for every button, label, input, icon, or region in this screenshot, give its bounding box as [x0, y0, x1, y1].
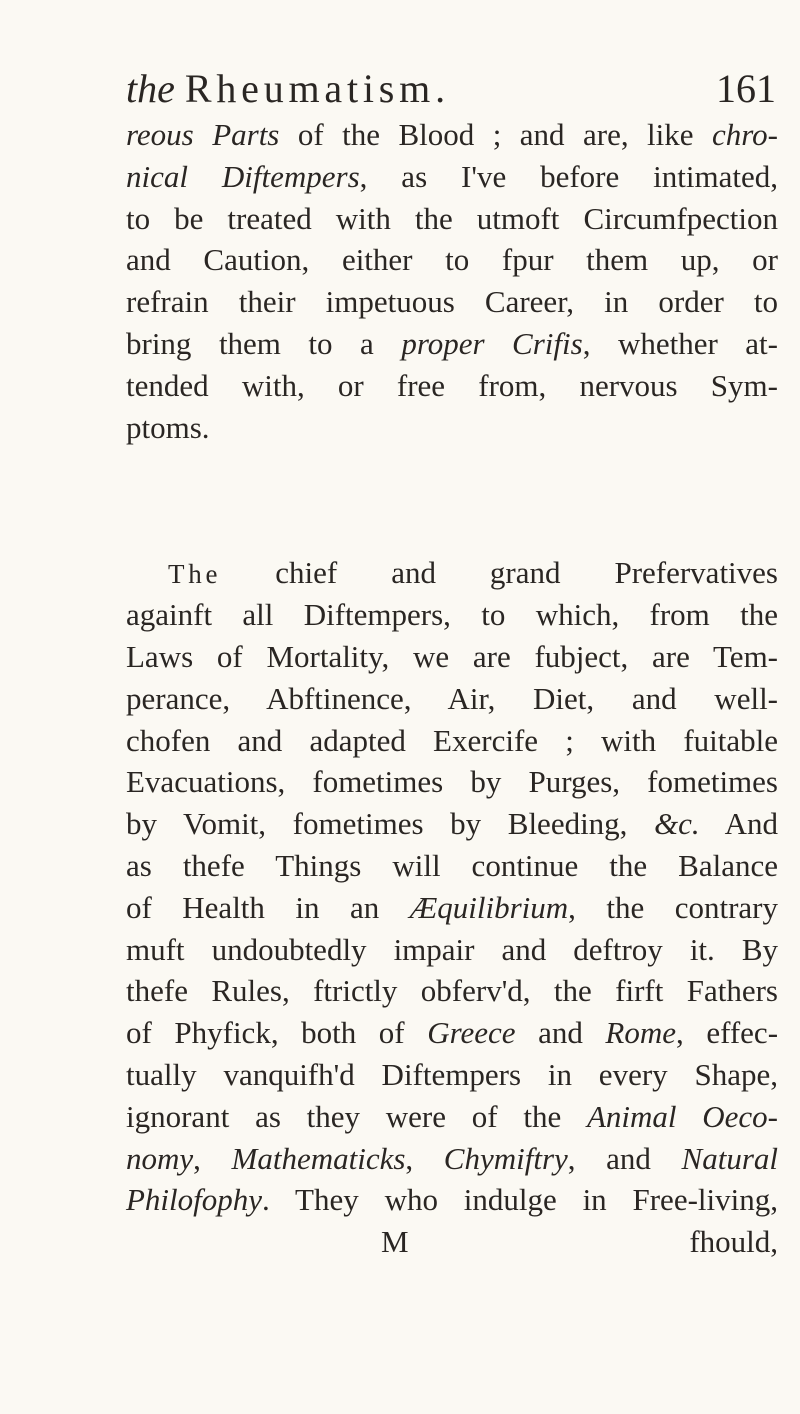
text-line — [126, 887, 778, 929]
italic-text: Æquilibrium — [409, 889, 569, 925]
italic-text: &c. — [654, 806, 700, 842]
text-line — [126, 803, 778, 845]
italic-text: nical Diftempers — [126, 158, 360, 194]
text-segment: And — [699, 806, 778, 842]
footer-line — [126, 1221, 778, 1263]
text-segment: by Vomit, fometimes by Bleeding, — [126, 806, 655, 842]
italic-text: Animal Oeco- — [586, 1098, 779, 1134]
text-segment: The — [168, 559, 222, 590]
text-segment: ptoms. — [126, 409, 210, 445]
text-line — [126, 970, 778, 1012]
text-segment: chief and grand Prefervatives — [221, 555, 778, 591]
text-line — [126, 594, 778, 636]
text-segment: Laws of Mortality, we are fubject, are Tem- — [126, 638, 778, 674]
text-line — [126, 1179, 778, 1221]
text-line — [126, 323, 778, 365]
text-line — [126, 114, 778, 156]
text-line — [126, 929, 778, 971]
text-line — [126, 845, 778, 887]
italic-text: Chymiftry — [443, 1140, 568, 1176]
text-segment: bring them to a — [126, 325, 402, 361]
text-segment: tually vanquifh'd Diftempers in every Shape, — [126, 1056, 778, 1092]
italic-text: nomy — [126, 1140, 194, 1176]
text-segment: Evacuations, fometimes by Purges, fometimes — [126, 764, 778, 800]
text-segment: . They who indulge in Free-living, — [262, 1182, 778, 1218]
text-line — [126, 1012, 778, 1054]
italic-text: Greece — [427, 1015, 516, 1051]
text-line — [126, 1138, 778, 1180]
text-segment: , whether at- — [582, 325, 778, 361]
text-line — [126, 239, 778, 281]
text-line — [126, 365, 778, 407]
italic-text: chro- — [712, 117, 778, 152]
text-line — [126, 198, 778, 240]
text-segment: perance, Abftinence, Air, Diet, and well- — [126, 680, 778, 716]
text-segment: as thefe Things will continue the Balance — [126, 847, 778, 883]
text-line — [126, 407, 778, 449]
text-segment: of Phyfick, both of — [126, 1015, 428, 1051]
italic-text: proper Crifis — [401, 325, 583, 361]
italic-text: Natural — [681, 1140, 779, 1176]
signature-mark: M — [381, 1224, 409, 1260]
text-segment: , the contrary — [568, 889, 779, 925]
text-segment: , as I've before intimated, — [359, 158, 778, 194]
text-segment: of Health in an — [126, 889, 410, 925]
text-segment: , and — [567, 1140, 682, 1176]
text-segment: , effec- — [676, 1015, 779, 1051]
page-body — [126, 114, 778, 1263]
text-line — [126, 678, 778, 720]
paragraph — [126, 114, 778, 448]
paragraph — [126, 552, 778, 1221]
running-title-prefix: the — [126, 66, 175, 111]
running-title — [126, 64, 450, 114]
text-segment: to be treated with the utmoft Circumfpection — [126, 200, 778, 236]
text-line — [126, 156, 778, 198]
text-line — [126, 281, 778, 323]
text-segment: , — [405, 1140, 444, 1176]
italic-text: reous Parts — [126, 117, 280, 152]
text-line — [126, 761, 778, 803]
text-segment: againft all Diftempers, to which, from the — [126, 597, 778, 633]
italic-text: Mathematicks — [231, 1140, 406, 1176]
catchword: fhould, — [689, 1224, 778, 1260]
italic-text: Philofophy — [126, 1182, 263, 1218]
text-segment: muft undoubtedly impair and deftroy it. By — [126, 931, 778, 967]
text-segment: ignorant as they were of the — [126, 1098, 587, 1134]
text-segment: of the Blood ; and are, like — [279, 117, 712, 152]
page-number: 161 — [716, 66, 776, 111]
text-line — [126, 1096, 778, 1138]
text-line — [126, 720, 778, 762]
running-title-main: Rheumatism. — [184, 66, 450, 111]
text-segment: tended with, or free from, nervous Sym- — [126, 367, 778, 403]
text-segment: and — [515, 1015, 606, 1051]
paragraph-gap — [126, 448, 778, 552]
text-line — [126, 636, 778, 678]
text-segment: thefe Rules, ftrictly obferv'd, the firft Fathers — [126, 973, 778, 1009]
text-segment: refrain their impetuous Career, in order to — [126, 284, 778, 320]
text-line — [126, 1054, 778, 1096]
text-segment: chofen and adapted Exercife ; with fuitable — [126, 722, 778, 758]
text-segment: , — [193, 1140, 232, 1176]
text-line — [126, 552, 778, 594]
text-segment: and Caution, either to fpur them up, or — [126, 242, 778, 278]
italic-text: Rome — [605, 1015, 677, 1051]
page-header — [126, 64, 776, 114]
